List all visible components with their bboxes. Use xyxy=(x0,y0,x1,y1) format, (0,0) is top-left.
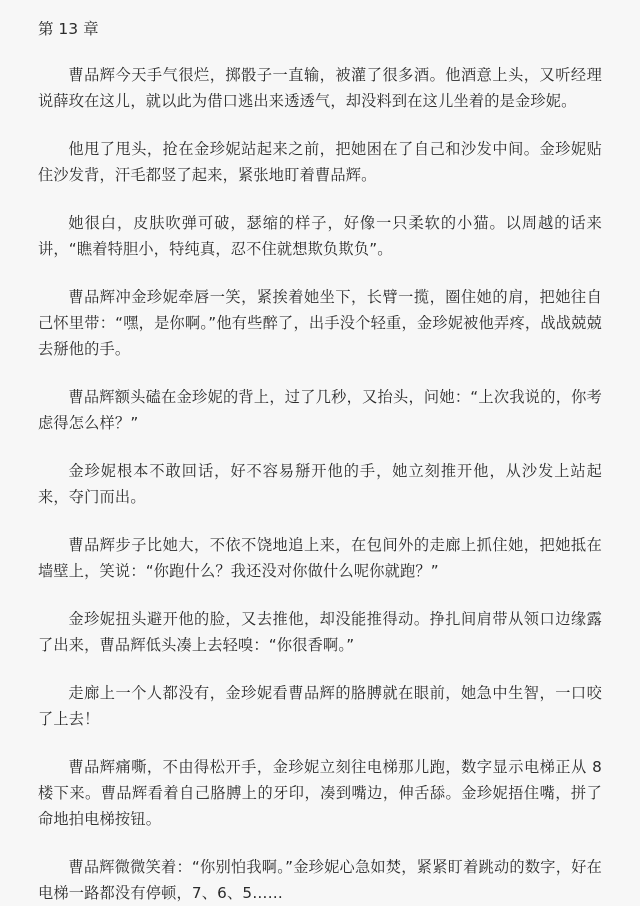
paragraph-8: 金珍妮扭头避开他的脸，又去推他，却没能推得动。挣扎间肩带从领口边缘露了出来，曹品辉低头凑上去轻嗅：“你很香啊。” xyxy=(38,610,602,654)
paragraph-7: 曹品辉步子比她大，不依不饶地追上来，在包间外的走廊上抓住她，把她抵在墙壁上，笑说：“你跑什么？我还没对你做什么呢你就跑？” xyxy=(38,536,602,580)
paragraph-3: 她很白，皮肤吹弹可破，瑟缩的样子，好像一只柔软的小猫。以周越的话来讲，“瞧着特胆小，特纯真，忍不住就想欺负欺负”。 xyxy=(38,214,602,258)
paragraph-9: 走廊上一个人都没有，金珍妮看曹品辉的胳膊就在眼前，她急中生智，一口咬了上去！ xyxy=(38,684,602,728)
paragraph-1: 曹品辉今天手气很烂，掷骰子一直输，被灌了很多酒。他酒意上头，又听经理说薛玫在这儿，就以此为借口逃出来透透气，却没料到在这儿坐着的是金珍妮。 xyxy=(38,66,602,110)
chapter-title: 第 13 章 xyxy=(38,20,99,38)
paragraph-6: 金珍妮根本不敢回话，好不容易掰开他的手，她立刻推开他，从沙发上站起来，夺门而出。 xyxy=(38,462,602,506)
paragraph-10: 曹品辉痛嘶，不由得松开手，金珍妮立刻往电梯那儿跑，数字显示电梯正从 8 楼下来。曹品辉看着自己胳膊上的牙印，凑到嘴边，伸舌舔。金珍妮捂住嘴，拼了命地拍电梯按钮。 xyxy=(38,758,602,828)
paragraph-11: 曹品辉微微笑着：“你别怕我啊。”金珍妮心急如焚，紧紧盯着跳动的数字，好在电梯一路都没有停顿，7、6、5…… xyxy=(38,858,602,902)
paragraph-2: 他甩了甩头，抢在金珍妮站起来之前，把她困在了自己和沙发中间。金珍妮贴住沙发背，汗毛都竖了起来，紧张地盯着曹品辉。 xyxy=(38,140,602,184)
paragraph-4: 曹品辉冲金珍妮牵唇一笑，紧挨着她坐下，长臂一揽，圈住她的肩，把她往自己怀里带：“嘿，是你啊。”他有些醉了，出手没个轻重，金珍妮被他弄疼，战战兢兢去掰他的手。 xyxy=(38,288,602,358)
paragraph-5: 曹品辉额头磕在金珍妮的背上，过了几秒，又抬头，问她：“上次我说的，你考虑得怎么样？” xyxy=(38,388,602,432)
